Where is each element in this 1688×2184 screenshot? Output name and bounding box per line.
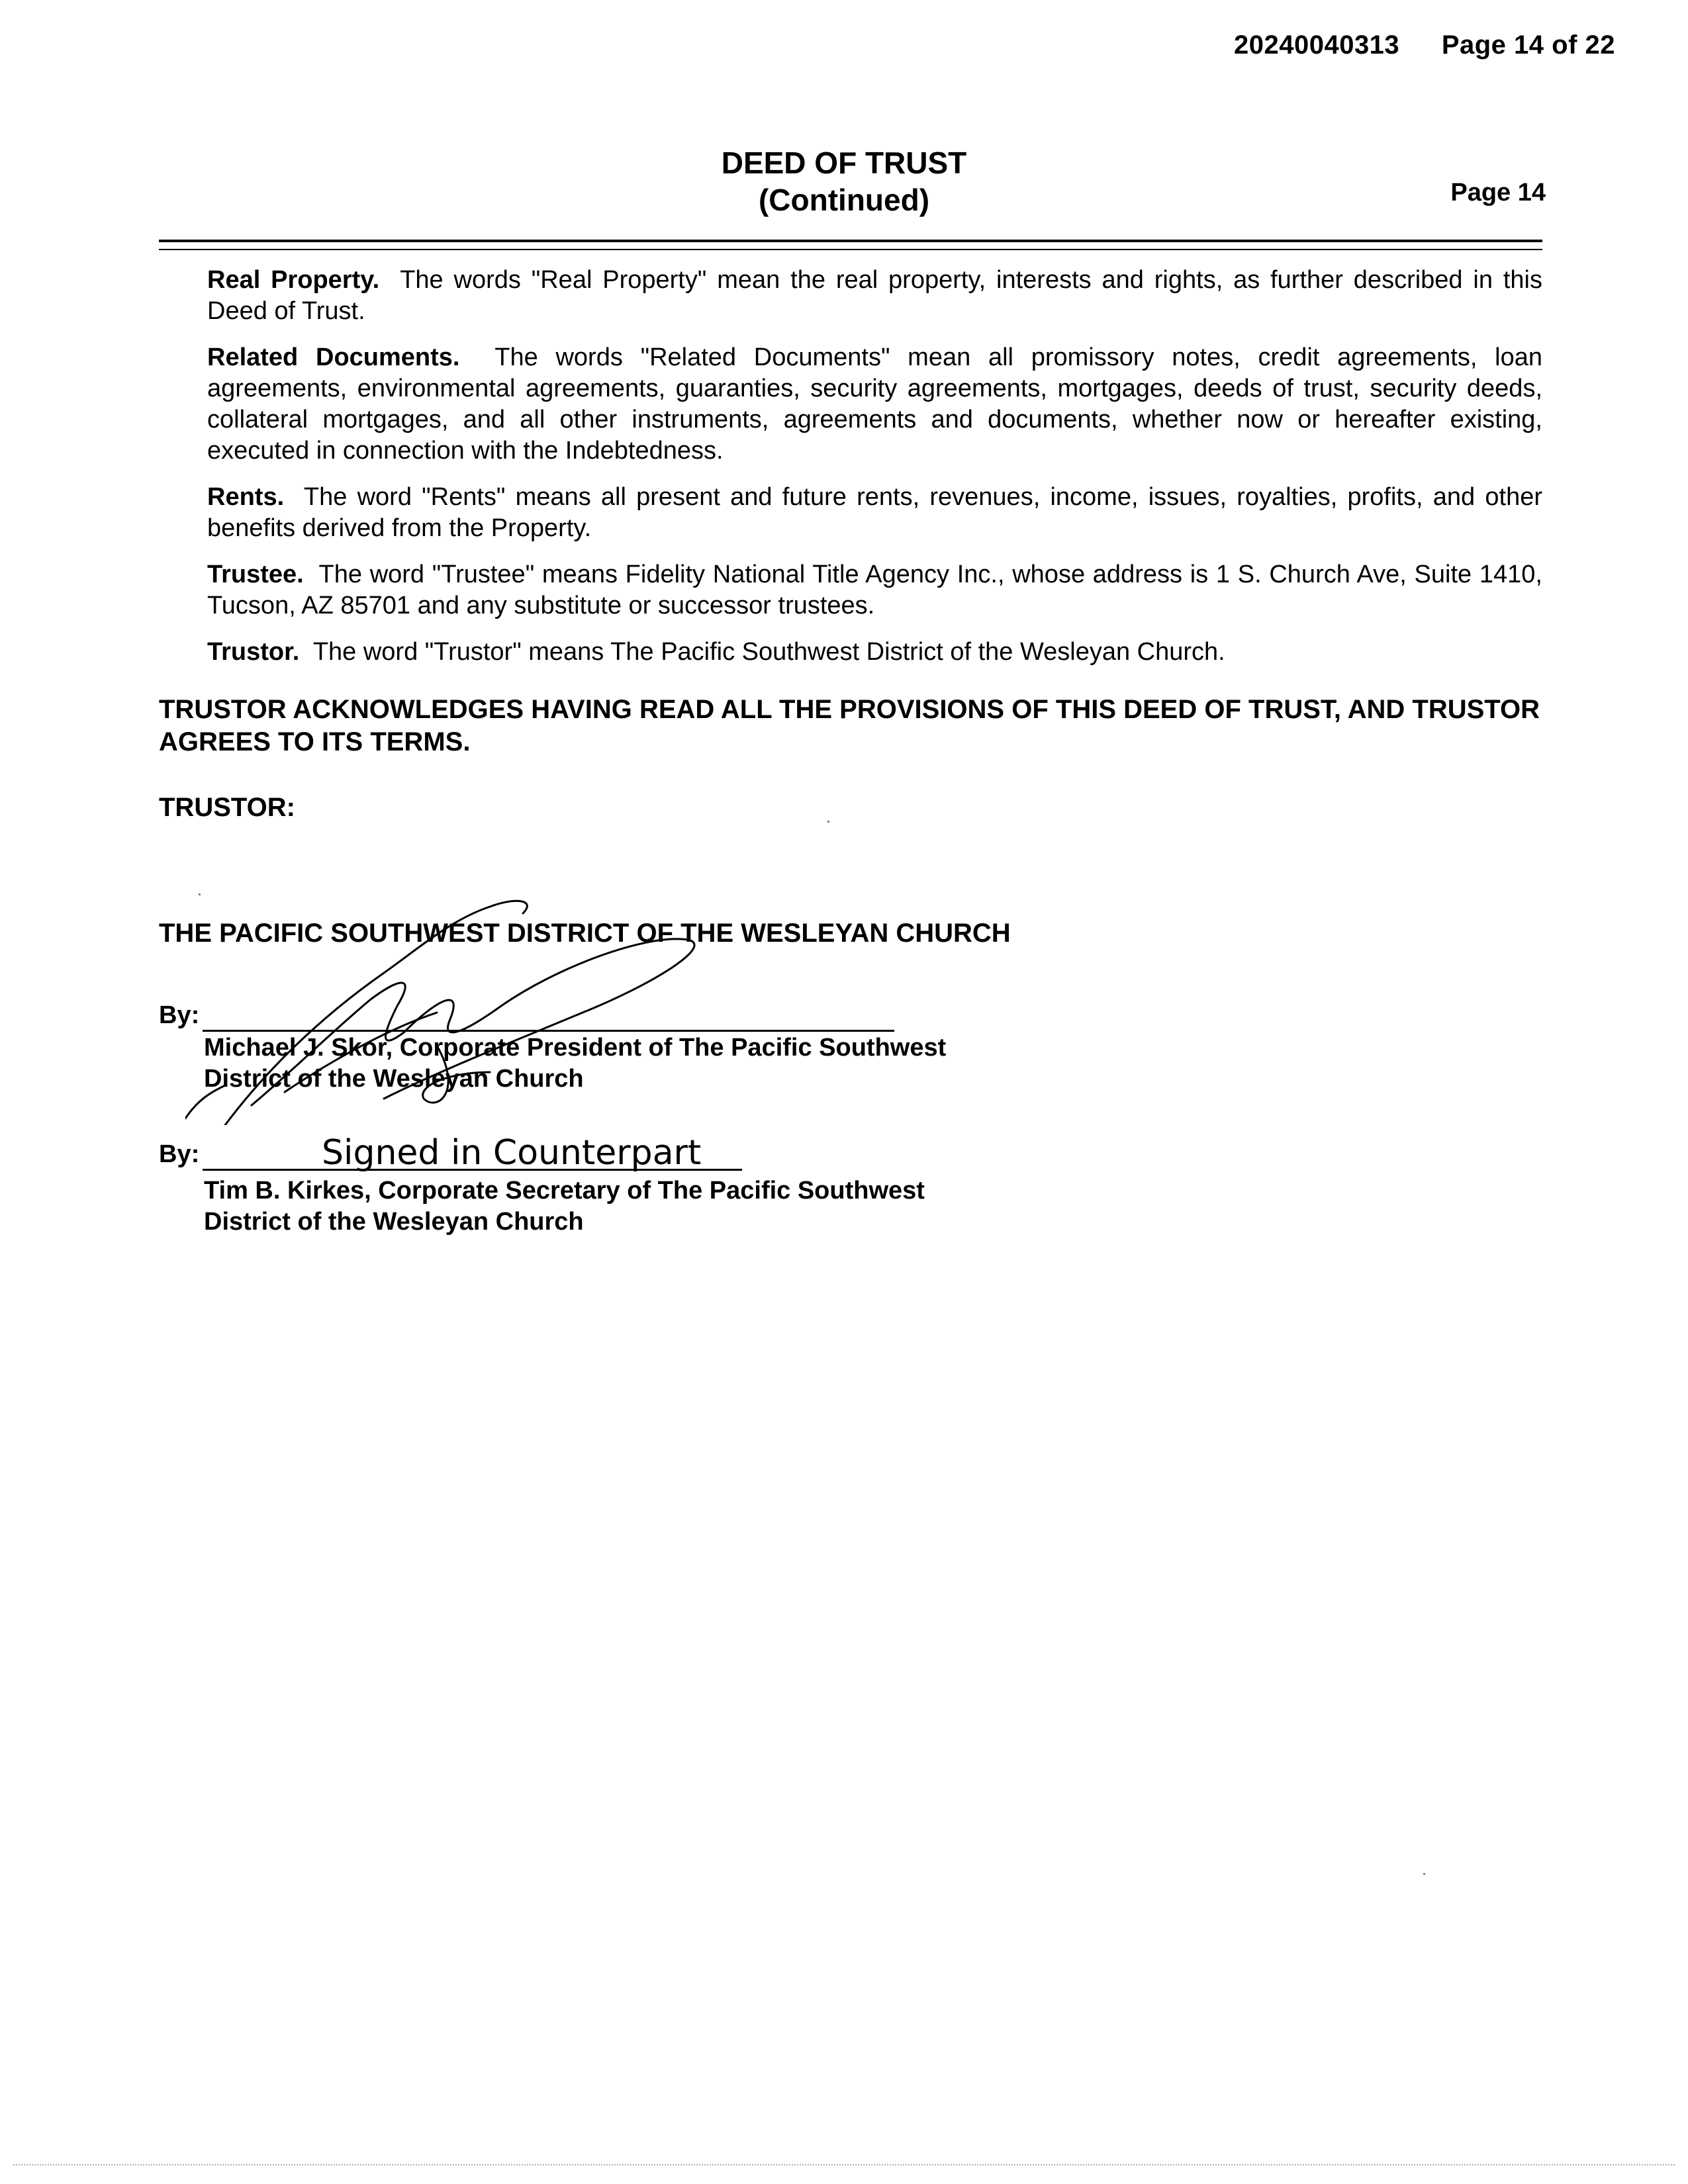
definition-paragraph bbox=[207, 342, 1542, 467]
document-title: DEED OF TRUST bbox=[721, 146, 967, 180]
definition-text: The word "Trustor" means The Pacific Southwest District of the Wesleyan Church. bbox=[312, 638, 1225, 666]
scan-speck bbox=[1423, 1873, 1425, 1875]
by-label: By: bbox=[159, 1001, 200, 1029]
document-title-block bbox=[0, 144, 1688, 218]
signer-name-block bbox=[204, 1175, 998, 1238]
recording-number: 20240040313 bbox=[1233, 30, 1400, 60]
definition-term: Real Property. bbox=[207, 266, 380, 294]
page-number-label: Page 14 bbox=[1450, 179, 1546, 206]
scan-speck bbox=[827, 821, 829, 823]
page-count: Page 14 of 22 bbox=[1441, 30, 1615, 60]
definition-term: Related Documents. bbox=[207, 343, 460, 371]
definition-text: The words "Related Documents" mean all promissory notes, credit agreements, loan agreements, environmental agreements, guaranties, security agreements, mortgages, deeds of trust, security deeds, collateral mortgages, and all other instruments, agreements and documents, whether now or hereafter existing, executed in connection with the Indebtedness. bbox=[207, 343, 1542, 465]
header-rule-thin bbox=[159, 249, 1542, 250]
definition-term: Rents. bbox=[207, 483, 285, 511]
by-label: By: bbox=[159, 1140, 200, 1168]
definitions-section bbox=[207, 265, 1542, 683]
header-rule bbox=[159, 240, 1542, 242]
scan-edge-artifact bbox=[13, 2164, 1675, 2165]
definition-text: The word "Trustee" means Fidelity National Title Agency Inc., whose address is 1 S. Church Ave, Suite 1410, Tucson, AZ 85701 and any substitute or successor trustees. bbox=[207, 561, 1542, 619]
definition-text: The word "Rents" means all present and future rents, revenues, income, issues, royalties, profits, and other benefits derived from the Property. bbox=[207, 483, 1542, 542]
handwritten-signature bbox=[185, 874, 781, 1125]
organization-name: THE PACIFIC SOUTHWEST DISTRICT OF THE WESLEYAN CHURCH bbox=[159, 919, 1011, 948]
signer-title-line: Tim B. Kirkes, Corporate Secretary of The Pacific Southwest bbox=[204, 1177, 925, 1205]
definition-text: The words "Real Property" mean the real property, interests and rights, as further described in this Deed of Trust. bbox=[207, 266, 1542, 325]
scan-speck bbox=[199, 893, 201, 895]
signer-title-line: District of the Wesleyan Church bbox=[204, 1208, 584, 1236]
acknowledgement-statement: TRUSTOR ACKNOWLEDGES HAVING READ ALL THE PROVISIONS OF THIS DEED OF TRUST, AND TRUSTOR AGREES TO ITS TERMS. bbox=[159, 695, 1540, 756]
trustor-label: TRUSTOR: bbox=[159, 793, 295, 822]
document-subtitle: (Continued) bbox=[758, 183, 930, 217]
definition-paragraph bbox=[207, 265, 1542, 327]
definition-term: Trustee. bbox=[207, 561, 304, 588]
definition-paragraph bbox=[207, 482, 1542, 544]
signer-title-line: Michael J. Skor, Corporate President of The Pacific Southwest bbox=[204, 1034, 947, 1062]
definition-paragraph bbox=[207, 637, 1542, 668]
counterpart-signature-note: Signed in Counterpart bbox=[322, 1133, 702, 1173]
recording-header bbox=[1234, 30, 1615, 60]
definition-term: Trustor. bbox=[207, 638, 300, 666]
definition-paragraph bbox=[207, 559, 1542, 621]
signer-title-line: District of the Wesleyan Church bbox=[204, 1065, 584, 1093]
